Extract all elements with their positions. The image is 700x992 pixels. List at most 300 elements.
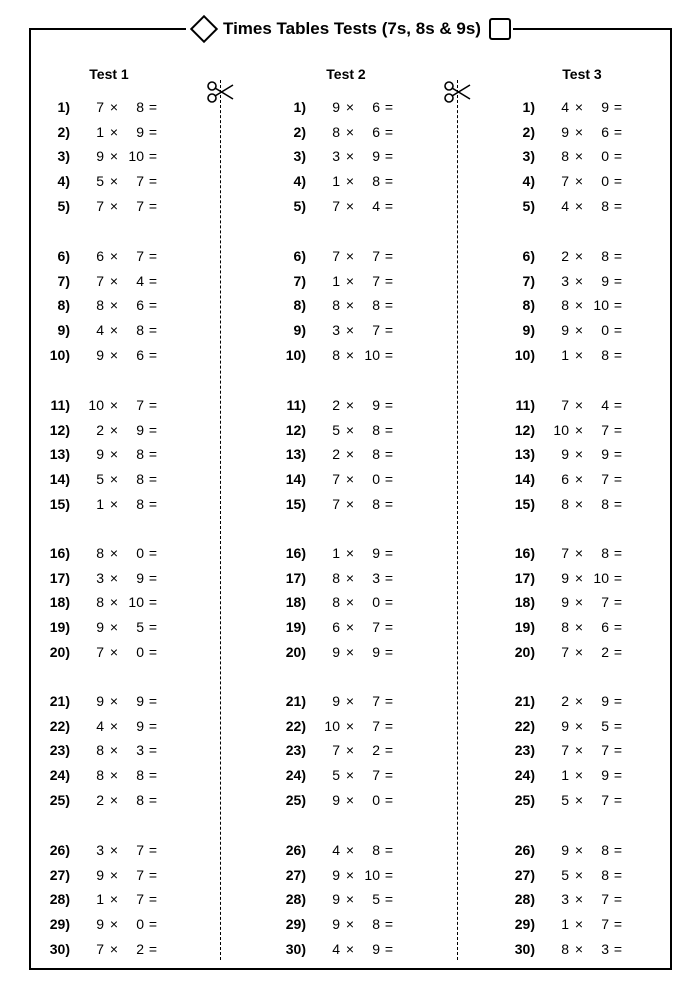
equals-sign: = [148, 248, 158, 264]
factor-b: 7 [136, 891, 144, 907]
factor-a: 8 [561, 619, 569, 635]
equals-sign: = [384, 422, 394, 438]
times-sign: × [345, 644, 355, 660]
problem-row [511, 496, 631, 514]
factor-a: 2 [96, 792, 104, 808]
factor-a: 2 [561, 248, 569, 264]
problem-row [511, 545, 631, 563]
problem-row [46, 99, 166, 117]
factor-b: 7 [136, 397, 144, 413]
problem-number: 24) [49, 767, 70, 783]
problem-number: 1) [57, 99, 70, 115]
factor-a: 9 [332, 693, 340, 709]
factor-b: 9 [601, 273, 609, 289]
equals-sign: = [148, 148, 158, 164]
times-sign: × [574, 693, 584, 709]
equals-sign: = [384, 619, 394, 635]
equals-sign: = [613, 124, 623, 140]
problem-row [511, 941, 631, 959]
problem-row [46, 619, 166, 637]
problem-row [46, 471, 166, 489]
problem-row [46, 644, 166, 662]
problem-number: 23) [49, 742, 70, 758]
factor-a: 8 [96, 767, 104, 783]
problem-number: 18) [49, 594, 70, 610]
equals-sign: = [613, 173, 623, 189]
problem-row [511, 148, 631, 166]
equals-sign: = [384, 941, 394, 957]
equals-sign: = [148, 322, 158, 338]
factor-a: 9 [561, 446, 569, 462]
times-sign: × [574, 422, 584, 438]
scissors-icon [205, 80, 235, 104]
problem-number: 16) [514, 545, 535, 561]
problem-number: 3) [57, 148, 70, 164]
factor-b: 0 [372, 594, 380, 610]
factor-a: 9 [561, 322, 569, 338]
factor-a: 1 [332, 273, 340, 289]
problem-number: 9) [522, 322, 535, 338]
factor-a: 7 [332, 248, 340, 264]
factor-a: 2 [332, 446, 340, 462]
problem-number: 27) [514, 867, 535, 883]
factor-a: 1 [96, 124, 104, 140]
factor-a: 5 [561, 867, 569, 883]
factor-b: 5 [136, 619, 144, 635]
factor-a: 7 [332, 496, 340, 512]
equals-sign: = [148, 644, 158, 660]
factor-a: 6 [96, 248, 104, 264]
problem-row [511, 422, 631, 440]
times-sign: × [574, 322, 584, 338]
equals-sign: = [148, 693, 158, 709]
problem-row [46, 742, 166, 760]
factor-a: 3 [332, 322, 340, 338]
factor-b: 3 [136, 742, 144, 758]
factor-a: 7 [332, 742, 340, 758]
times-sign: × [345, 297, 355, 313]
times-sign: × [345, 496, 355, 512]
factor-a: 4 [332, 842, 340, 858]
factor-b: 8 [136, 767, 144, 783]
times-sign: × [109, 297, 119, 313]
equals-sign: = [384, 891, 394, 907]
problem-number: 24) [285, 767, 306, 783]
equals-sign: = [384, 767, 394, 783]
equals-sign: = [613, 248, 623, 264]
problem-row [46, 718, 166, 736]
times-sign: × [345, 867, 355, 883]
equals-sign: = [148, 297, 158, 313]
problem-row [511, 693, 631, 711]
equals-sign: = [148, 619, 158, 635]
factor-a: 3 [561, 891, 569, 907]
times-sign: × [345, 545, 355, 561]
factor-b: 6 [601, 619, 609, 635]
times-sign: × [574, 792, 584, 808]
title-bar [186, 14, 513, 44]
factor-a: 2 [332, 397, 340, 413]
factor-b: 10 [593, 570, 609, 586]
problem-row [511, 742, 631, 760]
equals-sign: = [384, 644, 394, 660]
times-sign: × [109, 148, 119, 164]
problem-number: 12) [285, 422, 306, 438]
factor-b: 7 [372, 273, 380, 289]
factor-b: 0 [136, 916, 144, 932]
times-sign: × [574, 297, 584, 313]
problem-row [46, 792, 166, 810]
problem-number: 26) [514, 842, 535, 858]
problem-row [282, 124, 402, 142]
test-2-header: Test 2 [326, 66, 366, 82]
factor-a: 8 [332, 594, 340, 610]
factor-b: 7 [601, 891, 609, 907]
equals-sign: = [613, 545, 623, 561]
problem-row [282, 570, 402, 588]
factor-b: 2 [372, 742, 380, 758]
problem-number: 28) [49, 891, 70, 907]
problem-row [282, 446, 402, 464]
factor-a: 8 [561, 148, 569, 164]
equals-sign: = [613, 891, 623, 907]
problem-number: 1) [522, 99, 535, 115]
problem-number: 19) [49, 619, 70, 635]
times-sign: × [109, 173, 119, 189]
test-3-header: Test 3 [562, 66, 602, 82]
factor-a: 10 [324, 718, 340, 734]
times-sign: × [109, 742, 119, 758]
factor-a: 7 [561, 545, 569, 561]
problem-number: 24) [514, 767, 535, 783]
times-sign: × [109, 397, 119, 413]
times-sign: × [574, 148, 584, 164]
factor-b: 7 [372, 619, 380, 635]
factor-a: 9 [96, 347, 104, 363]
factor-b: 9 [372, 644, 380, 660]
equals-sign: = [384, 916, 394, 932]
factor-b: 9 [372, 545, 380, 561]
times-sign: × [574, 496, 584, 512]
equals-sign: = [384, 594, 394, 610]
factor-a: 7 [96, 941, 104, 957]
factor-b: 7 [372, 248, 380, 264]
factor-a: 7 [96, 99, 104, 115]
factor-b: 8 [136, 446, 144, 462]
factor-a: 5 [96, 173, 104, 189]
problem-number: 7) [293, 273, 306, 289]
factor-b: 6 [136, 347, 144, 363]
problem-row [46, 297, 166, 315]
factor-a: 8 [332, 347, 340, 363]
equals-sign: = [613, 742, 623, 758]
equals-sign: = [148, 273, 158, 289]
times-sign: × [109, 422, 119, 438]
equals-sign: = [148, 867, 158, 883]
problem-number: 22) [514, 718, 535, 734]
equals-sign: = [384, 248, 394, 264]
problem-number: 30) [514, 941, 535, 957]
factor-a: 9 [561, 124, 569, 140]
equals-sign: = [613, 322, 623, 338]
equals-sign: = [148, 545, 158, 561]
times-sign: × [345, 471, 355, 487]
factor-a: 8 [96, 545, 104, 561]
factor-a: 9 [96, 916, 104, 932]
factor-b: 5 [372, 891, 380, 907]
problem-row [46, 594, 166, 612]
equals-sign: = [613, 916, 623, 932]
factor-b: 9 [136, 422, 144, 438]
factor-b: 7 [136, 198, 144, 214]
problem-number: 11) [515, 397, 535, 413]
factor-b: 3 [601, 941, 609, 957]
problem-row [46, 496, 166, 514]
factor-a: 9 [332, 99, 340, 115]
problem-number: 6) [293, 248, 306, 264]
problem-row [46, 198, 166, 216]
problem-number: 23) [285, 742, 306, 758]
factor-a: 8 [561, 496, 569, 512]
factor-b: 3 [372, 570, 380, 586]
problem-number: 9) [57, 322, 70, 338]
times-sign: × [109, 891, 119, 907]
problem-row [511, 322, 631, 340]
equals-sign: = [613, 570, 623, 586]
factor-b: 8 [372, 842, 380, 858]
factor-a: 6 [561, 471, 569, 487]
problem-row [46, 148, 166, 166]
equals-sign: = [384, 471, 394, 487]
factor-b: 8 [372, 496, 380, 512]
problem-number: 2) [57, 124, 70, 140]
times-sign: × [574, 347, 584, 363]
problem-number: 15) [285, 496, 306, 512]
times-sign: × [345, 941, 355, 957]
equals-sign: = [613, 297, 623, 313]
times-sign: × [109, 99, 119, 115]
problem-row [511, 297, 631, 315]
factor-a: 7 [561, 644, 569, 660]
cut-line-2 [457, 80, 458, 960]
equals-sign: = [384, 148, 394, 164]
factor-a: 3 [96, 570, 104, 586]
factor-b: 10 [128, 594, 144, 610]
factor-b: 8 [372, 297, 380, 313]
equals-sign: = [613, 422, 623, 438]
problem-number: 25) [49, 792, 70, 808]
factor-b: 9 [601, 767, 609, 783]
factor-a: 8 [561, 297, 569, 313]
times-sign: × [574, 644, 584, 660]
factor-b: 9 [372, 397, 380, 413]
equals-sign: = [384, 397, 394, 413]
problem-number: 27) [285, 867, 306, 883]
problem-row [511, 273, 631, 291]
factor-b: 7 [601, 594, 609, 610]
equals-sign: = [613, 718, 623, 734]
times-sign: × [345, 842, 355, 858]
factor-b: 8 [601, 545, 609, 561]
problem-row [511, 446, 631, 464]
problem-row [46, 941, 166, 959]
factor-b: 8 [136, 496, 144, 512]
times-sign: × [345, 322, 355, 338]
equals-sign: = [384, 347, 394, 363]
factor-b: 7 [372, 322, 380, 338]
problem-number: 2) [293, 124, 306, 140]
problem-row [511, 173, 631, 191]
equals-sign: = [384, 124, 394, 140]
times-sign: × [574, 173, 584, 189]
problem-number: 30) [285, 941, 306, 957]
equals-sign: = [384, 742, 394, 758]
factor-a: 3 [561, 273, 569, 289]
problem-number: 22) [49, 718, 70, 734]
factor-a: 9 [561, 718, 569, 734]
times-sign: × [109, 471, 119, 487]
times-sign: × [109, 198, 119, 214]
diamond-icon [190, 15, 218, 43]
factor-b: 8 [601, 496, 609, 512]
factor-b: 4 [372, 198, 380, 214]
problem-row [282, 644, 402, 662]
problem-row [282, 891, 402, 909]
problem-row [511, 767, 631, 785]
times-sign: × [109, 248, 119, 264]
problem-row [46, 322, 166, 340]
problem-number: 2) [522, 124, 535, 140]
equals-sign: = [384, 273, 394, 289]
factor-a: 7 [561, 173, 569, 189]
factor-b: 8 [372, 916, 380, 932]
problem-row [511, 916, 631, 934]
factor-a: 10 [553, 422, 569, 438]
problem-number: 15) [49, 496, 70, 512]
factor-b: 10 [364, 867, 380, 883]
times-sign: × [345, 397, 355, 413]
equals-sign: = [148, 397, 158, 413]
problem-row [282, 322, 402, 340]
factor-b: 9 [601, 99, 609, 115]
factor-a: 5 [96, 471, 104, 487]
times-sign: × [109, 693, 119, 709]
factor-b: 10 [593, 297, 609, 313]
problem-number: 20) [285, 644, 306, 660]
equals-sign: = [384, 867, 394, 883]
factor-b: 7 [601, 742, 609, 758]
factor-a: 1 [561, 916, 569, 932]
problem-row [282, 842, 402, 860]
equals-sign: = [384, 842, 394, 858]
factor-b: 7 [372, 693, 380, 709]
factor-a: 8 [96, 742, 104, 758]
factor-b: 6 [372, 99, 380, 115]
problem-number: 21) [49, 693, 70, 709]
problem-number: 25) [514, 792, 535, 808]
problem-number: 21) [514, 693, 535, 709]
equals-sign: = [384, 545, 394, 561]
problem-row [511, 99, 631, 117]
problem-row [511, 594, 631, 612]
factor-b: 9 [136, 718, 144, 734]
problem-row [46, 916, 166, 934]
problem-number: 8) [522, 297, 535, 313]
problem-row [511, 842, 631, 860]
equals-sign: = [148, 916, 158, 932]
square-icon [489, 18, 511, 40]
problem-number: 18) [285, 594, 306, 610]
times-sign: × [574, 397, 584, 413]
factor-a: 7 [96, 273, 104, 289]
factor-a: 9 [96, 446, 104, 462]
equals-sign: = [148, 496, 158, 512]
equals-sign: = [613, 767, 623, 783]
factor-a: 2 [96, 422, 104, 438]
factor-a: 7 [332, 198, 340, 214]
problem-row [282, 718, 402, 736]
problem-number: 28) [285, 891, 306, 907]
factor-a: 3 [96, 842, 104, 858]
problem-number: 29) [514, 916, 535, 932]
problem-number: 14) [514, 471, 535, 487]
problem-row [282, 594, 402, 612]
times-sign: × [345, 619, 355, 635]
problem-number: 20) [49, 644, 70, 660]
problem-row [46, 397, 166, 415]
factor-a: 1 [332, 173, 340, 189]
factor-a: 1 [561, 347, 569, 363]
problem-number: 29) [285, 916, 306, 932]
factor-b: 7 [136, 842, 144, 858]
problem-row [46, 446, 166, 464]
factor-b: 8 [372, 422, 380, 438]
times-sign: × [109, 570, 119, 586]
times-sign: × [109, 718, 119, 734]
times-sign: × [345, 148, 355, 164]
factor-a: 3 [332, 148, 340, 164]
equals-sign: = [148, 124, 158, 140]
factor-b: 2 [136, 941, 144, 957]
problem-row [511, 397, 631, 415]
problem-row [511, 124, 631, 142]
times-sign: × [109, 941, 119, 957]
times-sign: × [109, 644, 119, 660]
factor-b: 0 [601, 322, 609, 338]
problem-row [511, 347, 631, 365]
equals-sign: = [613, 397, 623, 413]
problem-row [282, 397, 402, 415]
times-sign: × [574, 248, 584, 264]
times-sign: × [345, 124, 355, 140]
equals-sign: = [613, 693, 623, 709]
times-sign: × [345, 446, 355, 462]
factor-b: 8 [601, 198, 609, 214]
problem-number: 7) [57, 273, 70, 289]
times-sign: × [109, 767, 119, 783]
equals-sign: = [613, 198, 623, 214]
times-sign: × [345, 718, 355, 734]
factor-a: 7 [96, 644, 104, 660]
factor-b: 0 [136, 545, 144, 561]
factor-b: 8 [136, 471, 144, 487]
problem-number: 4) [293, 173, 306, 189]
problem-number: 29) [49, 916, 70, 932]
factor-b: 7 [601, 422, 609, 438]
problem-number: 17) [514, 570, 535, 586]
factor-a: 1 [96, 891, 104, 907]
problem-row [282, 273, 402, 291]
